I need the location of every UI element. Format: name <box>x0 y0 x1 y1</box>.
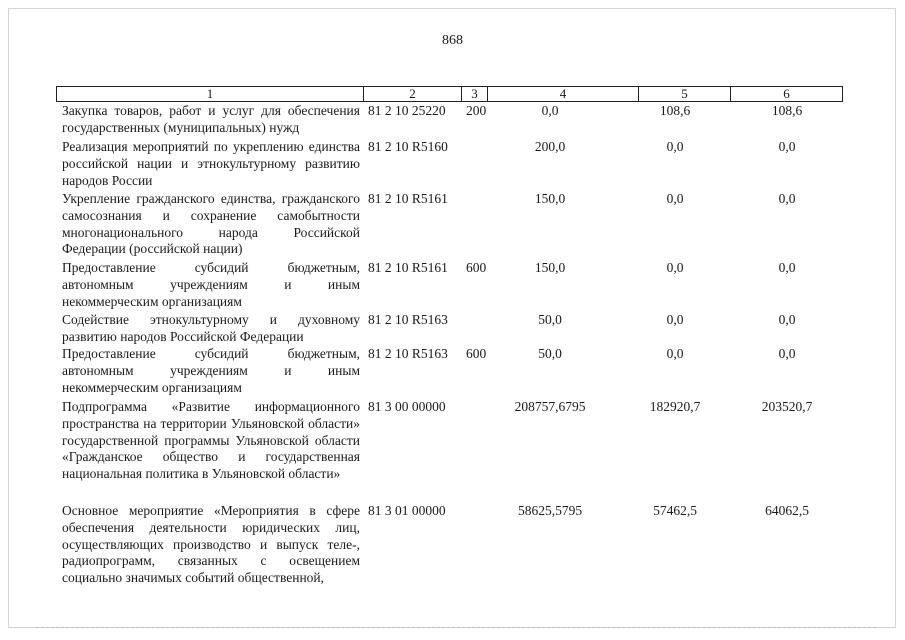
row-value-col6: 0,0 <box>778 260 796 275</box>
column-header-6: 6 <box>783 86 790 101</box>
row-value-col4: 208757,6795 <box>514 399 586 414</box>
row-code: 81 2 10 25220 <box>368 103 446 118</box>
row-name: Содействие этнокультурному и духовному развитию народов Российской Федерации <box>62 312 360 344</box>
row-value-col6: 0,0 <box>778 191 796 206</box>
row-expense-type: 200 <box>466 103 487 118</box>
row-value-col5: 57462,5 <box>653 503 697 518</box>
column-header-2: 2 <box>409 86 416 101</box>
column-header-4: 4 <box>559 86 567 101</box>
row-code: 81 2 10 R5161 <box>368 260 448 275</box>
row-value-col5: 0,0 <box>666 312 684 327</box>
row-value-col6: 0,0 <box>778 312 796 327</box>
row-code: 81 3 00 00000 <box>368 399 446 414</box>
column-header-5: 5 <box>681 86 688 101</box>
row-value-col4: 150,0 <box>534 260 566 275</box>
row-value-col5: 182920,7 <box>649 399 701 414</box>
row-value-col4: 200,0 <box>534 139 566 154</box>
row-value-col6: 203520,7 <box>761 399 813 414</box>
row-value-col4: 50,0 <box>538 312 562 327</box>
row-code: 81 2 10 R5163 <box>368 312 448 327</box>
row-value-col4: 58625,5795 <box>517 503 583 518</box>
row-value-col6: 0,0 <box>778 346 796 361</box>
column-header-1: 1 <box>206 86 214 101</box>
row-value-col6: 0,0 <box>778 139 796 154</box>
page-bottom-edge <box>36 627 876 628</box>
row-value-col5: 0,0 <box>666 346 684 361</box>
row-name: Укрепление гражданского единства, гражданского самосознания и сохранение самобытности многонационального народа Российской Федерации (российской нации) <box>62 191 360 257</box>
row-code: 81 3 01 00000 <box>368 503 446 518</box>
column-header-3: 3 <box>471 86 478 101</box>
row-name: Предоставление субсидий бюджетным, автономным учреждениям и иным некоммерческим организациям <box>62 346 360 395</box>
row-code: 81 2 10 R5160 <box>368 139 448 154</box>
page-number: 868 <box>442 33 463 48</box>
row-name: Предоставление субсидий бюджетным, автономным учреждениям и иным некоммерческим организациям <box>62 260 360 309</box>
row-expense-type: 600 <box>466 346 487 361</box>
row-expense-type: 600 <box>466 260 487 275</box>
row-value-col6: 108,6 <box>771 103 803 118</box>
row-code: 81 2 10 R5161 <box>368 191 448 206</box>
table-header-row <box>56 86 843 102</box>
row-value-col5: 108,6 <box>659 103 691 118</box>
row-value-col4: 0,0 <box>541 103 559 118</box>
row-value-col4: 50,0 <box>538 346 562 361</box>
row-name: Закупка товаров, работ и услуг для обеспечения государственных (муниципальных) нужд <box>62 103 360 135</box>
row-code: 81 2 10 R5163 <box>368 346 448 361</box>
row-value-col4: 150,0 <box>534 191 566 206</box>
row-value-col6: 64062,5 <box>765 503 809 518</box>
row-name: Подпрограмма «Развитие информационного пространства на территории Ульяновской области» государственной программы Ульяновской области «Гражданское общество и государственная национальная политика в Ульяновской области» <box>62 399 360 482</box>
row-value-col5: 0,0 <box>666 260 684 275</box>
row-value-col5: 0,0 <box>666 139 684 154</box>
row-name: Реализация мероприятий по укреплению единства российской нации и этнокультурному развитию народов России <box>62 139 360 188</box>
row-name: Основное мероприятие «Мероприятия в сфере обеспечения деятельности юридических лиц, осуществляющих производство и выпуск теле-, радиопрограмм, связанных с освещением социально значимых событий общественной, <box>62 503 360 586</box>
row-value-col5: 0,0 <box>666 191 684 206</box>
